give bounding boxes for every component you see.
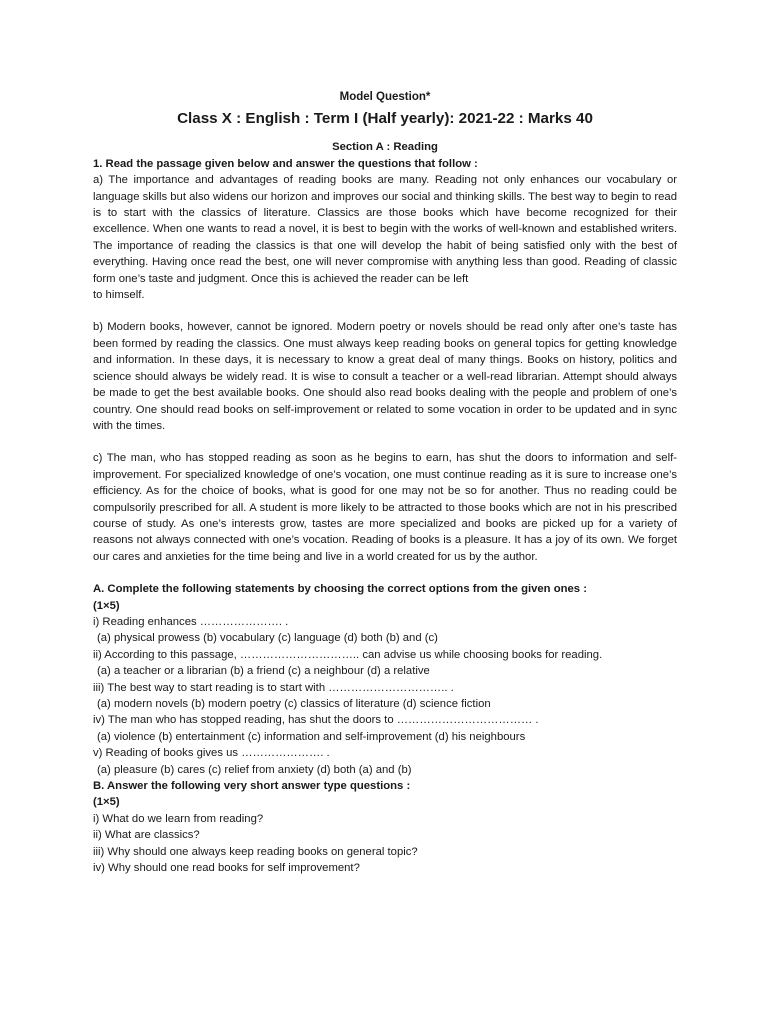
part-a-heading: A. Complete the following statements by choosing the correct options from the given ones : <box>93 583 587 596</box>
question-options: (a) pleasure (b) cares (c) relief from anxiety (d) both (a) and (b) <box>97 763 412 776</box>
question-item: ii) What are classics? <box>93 829 200 842</box>
page-title: Class X : English : Term I (Half yearly): 2021-22 : Marks 40 <box>177 110 593 128</box>
section-instruction: 1. Read the passage given below and answer the questions that follow : <box>93 157 478 170</box>
question-item: iii) The best way to start reading is to start with ………………………….. . <box>93 681 454 694</box>
question-item: iii) Why should one always keep reading books on general topic? <box>93 845 418 858</box>
passage-paragraph-c: c) The man, who has stopped reading as soon as he begins to earn, has shut the doors to information and self-improvement. For specialized knowledge of one’s vocation, one must continue reading as it is sure to increase one’s efficiency. As for the choice of books, what is good for one may not be so for another. Thus no reading could be compulsorily prescribed for all. A student is more likely to be attracted to those books which are not in his prescribed course of study. As one’s interests grow, tastes are more specialized and books are picked up for a variety of reasons not always connected with one’s vocation. Reading of books is a pleasure. It has a joy of its own. We forget our cares and anxieties for the time being and live in a world created for us by the author. <box>93 452 677 563</box>
passage-paragraph-a-tail: to himself. <box>93 289 145 302</box>
question-options: (a) physical prowess (b) vocabulary (c) language (d) both (b) and (c) <box>97 632 438 645</box>
question-options: (a) a teacher or a librarian (b) a friend (c) a neighbour (d) a relative <box>97 665 430 678</box>
question-paper <box>93 89 677 876</box>
part-a-marks: (1×5) <box>93 599 120 612</box>
passage-paragraph-b: b) Modern books, however, cannot be ignored. Modern poetry or novels should be read only after one’s taste has been formed by reading the classics. One must always keep reading books on general topics for getting knowledge and information. In these days, it is necessary to know a great deal of many things. Books on history, politics and science should always be widely read. It is wise to consult a teacher or a well-read librarian. Attempt should always be made to get the best available books. One should also read books dealing with the people and problem of one’s country. One should read books on self-improvement or related to some vocation in order to be updated and in sync with the times. <box>93 321 677 432</box>
question-item: v) Reading of books gives us …………………. . <box>93 747 330 760</box>
question-item: ii) According to this passage, ………………………….. can advise us while choosing books for reading. <box>93 648 603 661</box>
question-options: (a) violence (b) entertainment (c) information and self-improvement (d) his neighbours <box>97 730 526 743</box>
passage-paragraph-a: a) The importance and advantages of reading books are many. Reading not only enhances our vocabulary or language skills but also widens our horizon and improves our social and thinking skills. The best way to begin to read is to start with the classics of literature. Classics are those books which have become recognized for their excellence. When one wants to read a novel, it is best to begin with the works of well-known and established writers. The importance of reading the classics is that one will develop the habit of being satisfied only with the best of everything. Having once read the best, one will never compromise with anything less than good. Reading of classic form one’s taste and judgment. Once this is achieved the reader can be left <box>93 174 677 285</box>
question-item: iv) Why should one read books for self improvement? <box>93 862 360 875</box>
question-item: i) Reading enhances …………………. . <box>93 615 289 628</box>
question-item: iv) The man who has stopped reading, has shut the doors to ……………………………… . <box>93 714 539 727</box>
part-b-heading: B. Answer the following very short answer type questions : <box>93 780 411 793</box>
question-options: (a) modern novels (b) modern poetry (c) classics of literature (d) science fiction <box>97 698 491 710</box>
question-item: i) What do we learn from reading? <box>93 812 264 825</box>
part-b-marks: (1×5) <box>93 796 120 809</box>
section-heading: Section A : Reading <box>332 141 438 154</box>
doc-label: Model Question* <box>339 91 431 103</box>
